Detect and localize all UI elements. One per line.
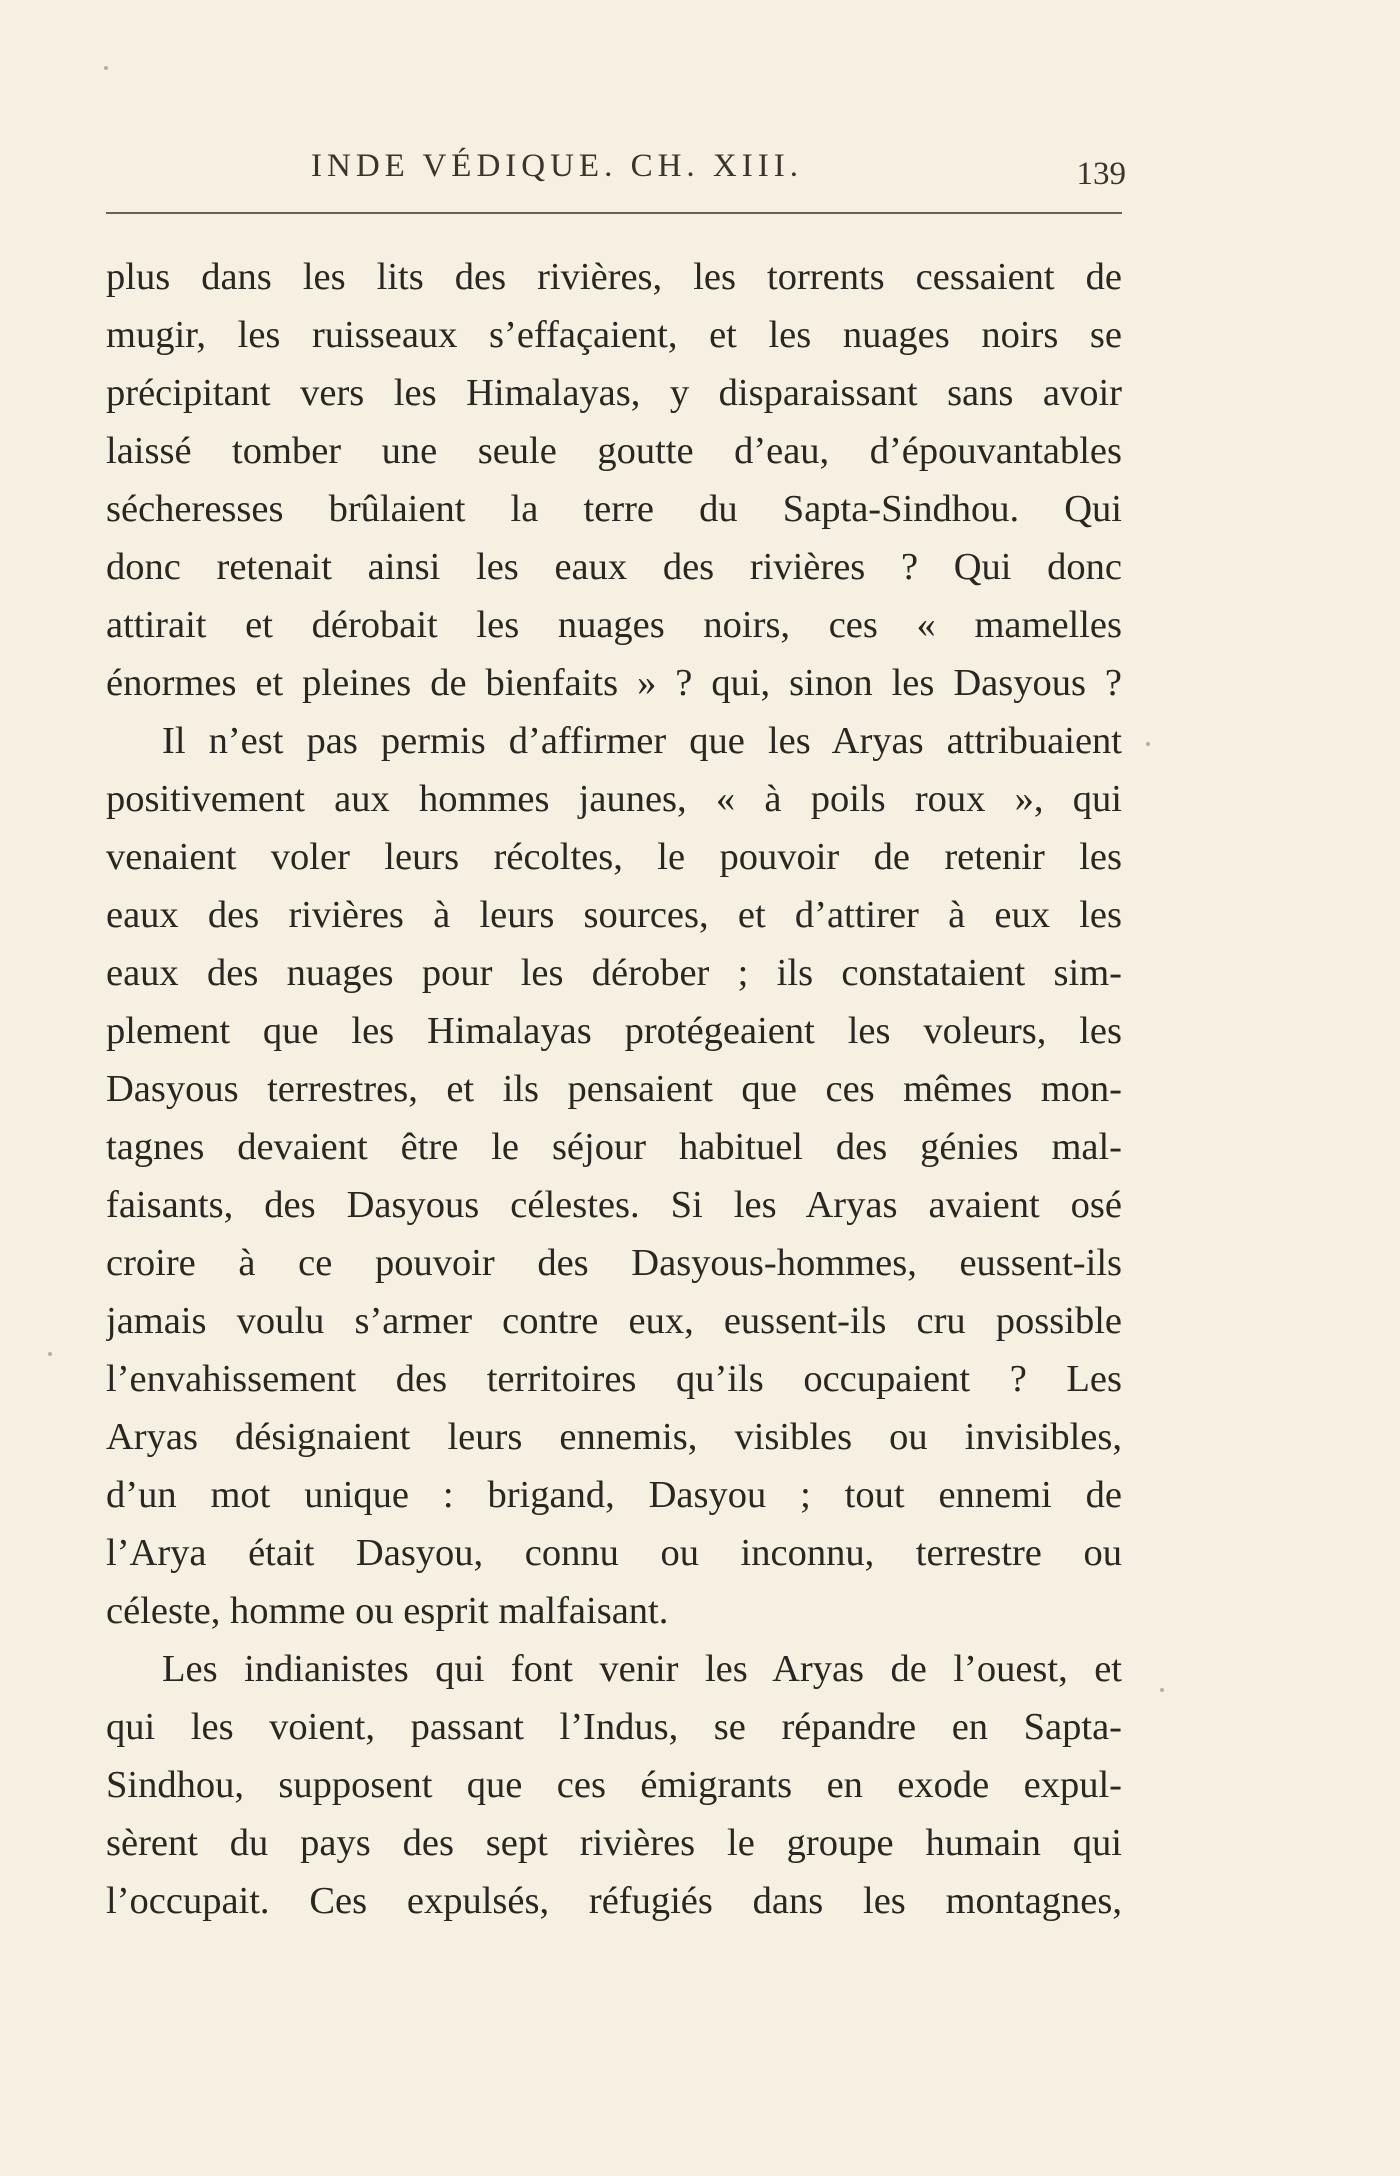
text-line: mugir, les ruisseaux s’effaçaient, et les nuages noirs se: [106, 314, 1122, 356]
text-line: précipitant vers les Himalayas, y disparaissant sans avoir: [106, 372, 1122, 414]
text-line: l’occupait. Ces expulsés, réfugiés dans les montagnes,: [106, 1880, 1122, 1922]
text-line: Sindhou, supposent que ces émigrants en exode expul-: [106, 1764, 1122, 1806]
text-line: venaient voler leurs récoltes, le pouvoir de retenir les: [106, 836, 1122, 878]
paper-speck: [1146, 742, 1150, 746]
text-line: Dasyous terrestres, et ils pensaient que ces mêmes mon-: [106, 1068, 1122, 1110]
text-line: Aryas désignaient leurs ennemis, visibles ou invisibles,: [106, 1416, 1122, 1458]
text-line: attirait et dérobait les nuages noirs, ces « mamelles: [106, 604, 1122, 646]
text-line: plement que les Himalayas protégeaient les voleurs, les: [106, 1010, 1122, 1052]
paper-speck: [104, 66, 108, 70]
text-line: eaux des rivières à leurs sources, et d’attirer à eux les: [106, 894, 1122, 936]
text-line: Il n’est pas permis d’affirmer que les Aryas attribuaient: [162, 720, 1122, 762]
text-line: Les indianistes qui font venir les Aryas de l’ouest, et: [162, 1648, 1122, 1690]
text-line: croire à ce pouvoir des Dasyous-hommes, eussent-ils: [106, 1242, 1122, 1284]
text-line: tagnes devaient être le séjour habituel des génies mal-: [106, 1126, 1122, 1168]
paper-speck: [48, 1352, 52, 1356]
text-line: qui les voient, passant l’Indus, se répandre en Sapta-: [106, 1706, 1122, 1748]
body-text: [106, 248, 1122, 1930]
text-line: sécheresses brûlaient la terre du Sapta-Sindhou. Qui: [106, 488, 1122, 530]
header-rule: [106, 212, 1122, 214]
running-head: [106, 148, 1134, 192]
paper-speck: [1160, 1688, 1164, 1692]
text-line: donc retenait ainsi les eaux des rivières ? Qui donc: [106, 546, 1122, 588]
text-line: l’Arya était Dasyou, connu ou inconnu, terrestre ou: [106, 1532, 1122, 1574]
running-title: INDE VÉDIQUE. CH. XIII.: [311, 148, 803, 184]
page-number: 139: [1076, 156, 1126, 192]
text-line: céleste, homme ou esprit malfaisant.: [106, 1590, 669, 1632]
text-line: laissé tomber une seule goutte d’eau, d’épouvantables: [106, 430, 1122, 472]
text-line: énormes et pleines de bienfaits » ? qui, sinon les Dasyous ?: [106, 662, 1122, 704]
text-line: positivement aux hommes jaunes, « à poils roux », qui: [106, 778, 1122, 820]
text-line: jamais voulu s’armer contre eux, eussent-ils cru possible: [106, 1300, 1122, 1342]
text-line: eaux des nuages pour les dérober ; ils constataient sim-: [106, 952, 1122, 994]
text-line: faisants, des Dasyous célestes. Si les Aryas avaient osé: [106, 1184, 1122, 1226]
text-line: d’un mot unique : brigand, Dasyou ; tout ennemi de: [106, 1474, 1122, 1516]
text-line: l’envahissement des territoires qu’ils occupaient ? Les: [106, 1358, 1122, 1400]
text-line: plus dans les lits des rivières, les torrents cessaient de: [106, 256, 1122, 298]
text-line: sèrent du pays des sept rivières le groupe humain qui: [106, 1822, 1122, 1864]
